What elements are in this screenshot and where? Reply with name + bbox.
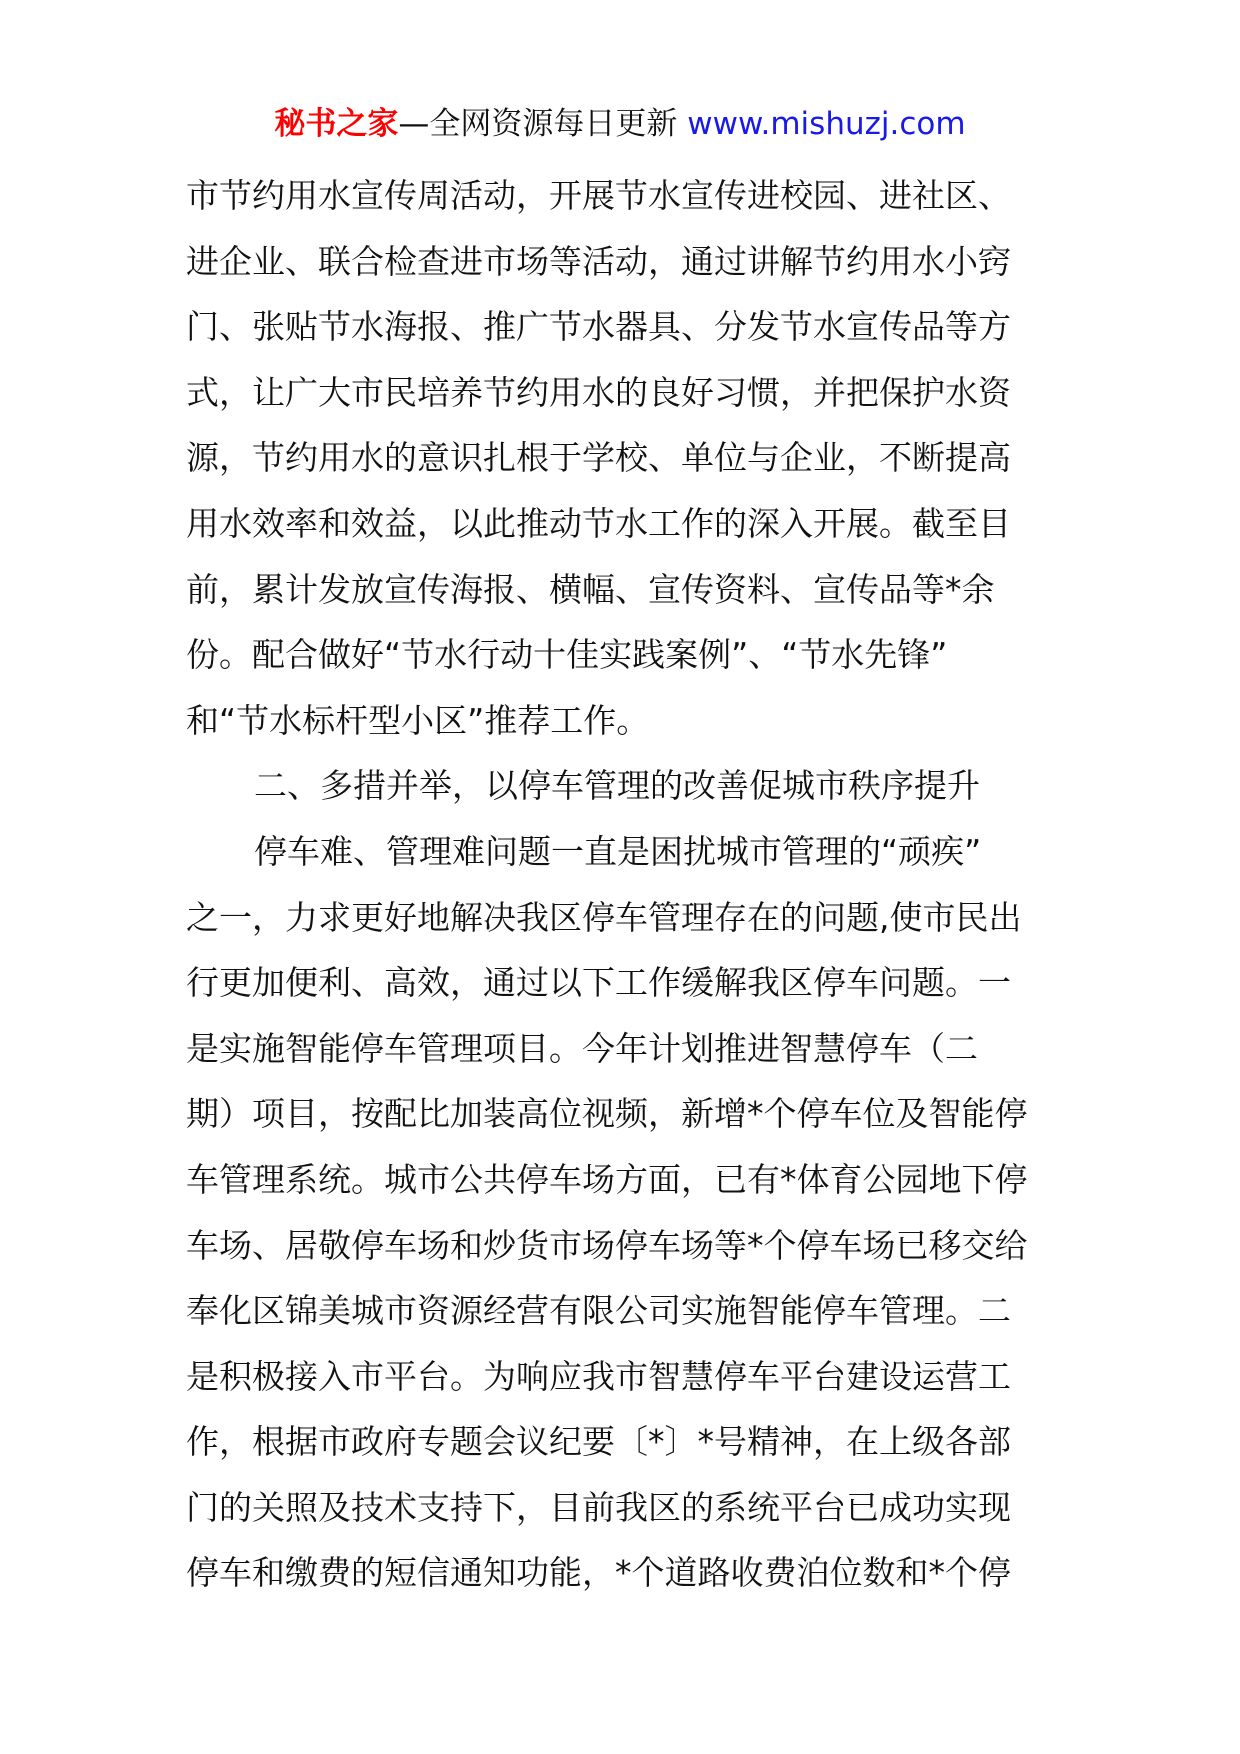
section-heading: 二、多措并举，以停车管理的改善促城市秩序提升 — [254, 766, 980, 806]
text-line: 前，累计发放宣传海报、横幅、宣传资料、宣传品等*余 — [186, 569, 995, 609]
header-tagline: —全网资源每日更新 — [398, 106, 688, 142]
text-line: 源，节约用水的意识扎根于学校、单位与企业，不断提高 — [186, 438, 1011, 478]
text-line: 作，根据市政府专题会议纪要〔*〕*号精神，在上级各部 — [186, 1422, 1011, 1462]
text-line: 车场、居敬停车场和炒货市场停车场等*个停车场已移交给 — [186, 1225, 1028, 1265]
text-line: 市节约用水宣传周活动，开展节水宣传进校园、进社区、 — [186, 176, 1011, 215]
text-line: 门的关照及技术支持下，目前我区的系统平台已成功实现 — [186, 1487, 1011, 1527]
text-line: 行更加便利、高效，通过以下工作缓解我区停车问题。一 — [186, 963, 1011, 1003]
text-line: 之一，力求更好地解决我区停车管理存在的问题,使市民出 — [186, 897, 1022, 937]
page-header — [0, 100, 1240, 148]
paragraph-first-line: 停车难、管理难问题一直是困扰城市管理的“顽疾” — [254, 831, 982, 871]
text-line: 是积极接入市平台。为响应我市智慧停车平台建设运营工 — [186, 1356, 1011, 1396]
text-line: 式，让广大市民培养节约用水的良好习惯，并把保护水资 — [186, 372, 1011, 412]
text-line: 用水效率和效益，以此推动节水工作的深入开展。截至目 — [186, 503, 1011, 543]
text-line: 是实施智能停车管理项目。今年计划推进智慧停车（二 — [186, 1028, 978, 1068]
site-url-link[interactable]: www.mishuzj.com — [687, 106, 966, 142]
text-line: 和“节水标杆型小区”推荐工作。 — [186, 700, 650, 740]
text-line: 门、张贴节水海报、推广节水器具、分发节水宣传品等方 — [186, 307, 1011, 347]
text-line: 份。配合做好“节水行动十佳实践案例”、“节水先锋” — [186, 635, 948, 675]
text-line: 停车和缴费的短信通知功能，*个道路收费泊位数和*个停 — [186, 1553, 1011, 1593]
brand-name: 秘书之家 — [274, 106, 399, 142]
text-line: 期）项目，按配比加装高位视频，新增*个停车位及智能停 — [186, 1094, 1028, 1134]
document-body — [186, 163, 1066, 1606]
text-line: 奉化区锦美城市资源经营有限公司实施智能停车管理。二 — [186, 1291, 1011, 1331]
text-line: 车管理系统。城市公共停车场方面，已有*体育公园地下停 — [186, 1159, 1028, 1199]
text-line: 进企业、联合检查进市场等活动，通过讲解节约用水小窍 — [186, 241, 1011, 281]
